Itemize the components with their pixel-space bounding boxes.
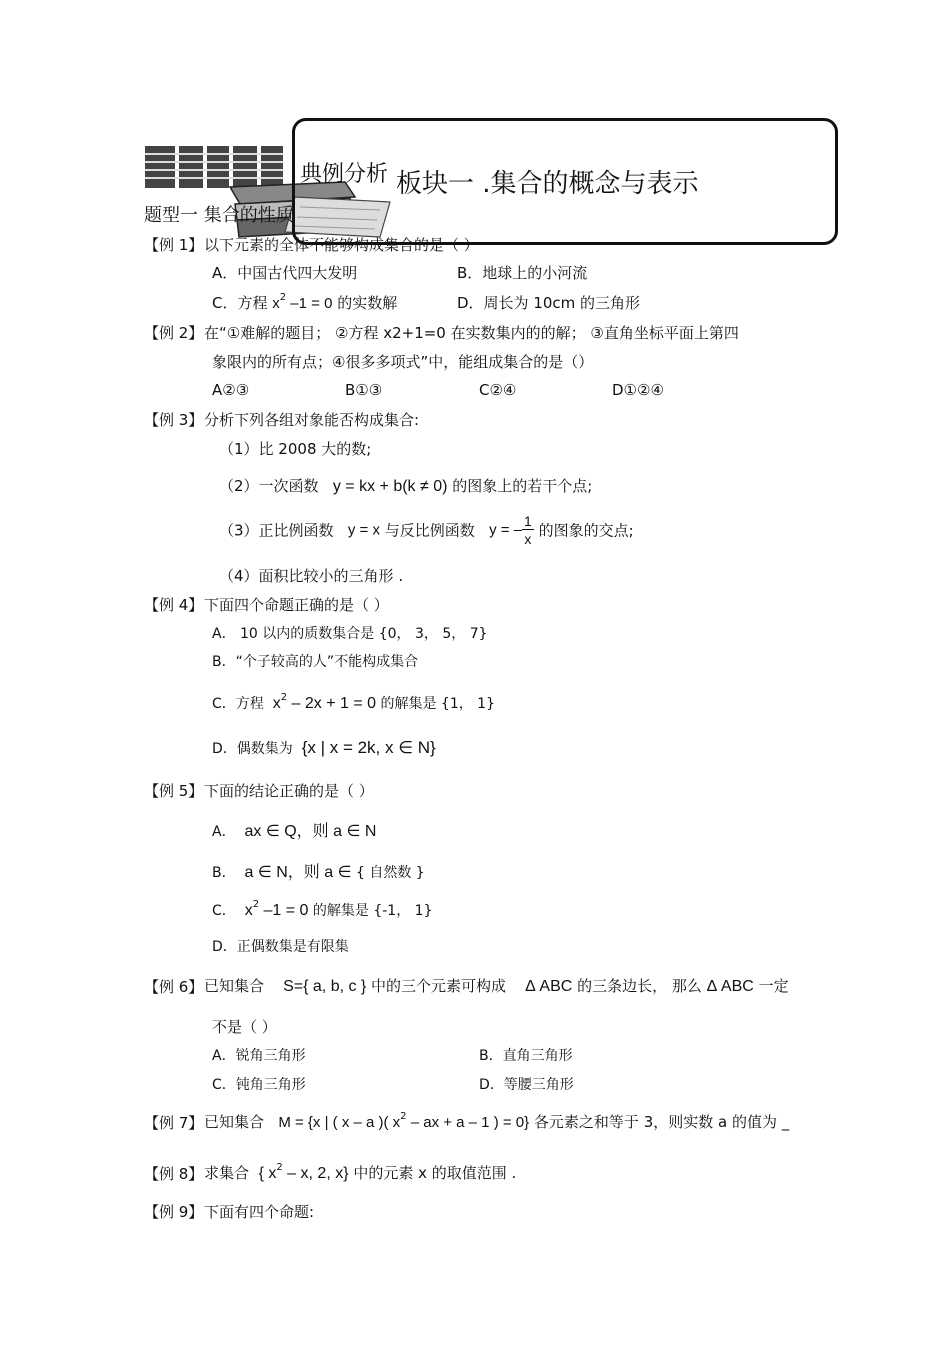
example-3-question: 分析下列各组对象能否构成集合: (204, 411, 420, 429)
example-6-option-a: A．锐角三角形 (212, 1048, 306, 1064)
example-5-question: 下面的结论正确的是（ ） (204, 782, 374, 800)
example-2-option-d: D①②④ (612, 381, 664, 399)
example-5-option-a: A． ax ∈ Q，则 a ∈ N (212, 823, 377, 840)
example-8-text: 求集合 { $x^2$ – x, 2, x} 中的元素 x 的取值范围 . (204, 1162, 517, 1182)
example-1-option-a: A．中国古代四大发明 (212, 264, 358, 282)
type-heading: 题型一 集合的性质 (144, 205, 294, 226)
example-9-tag: 【例 9】 (144, 1203, 204, 1221)
example-6-tag: 【例 6】 (144, 978, 204, 996)
example-9-text: 下面有四个命题: (204, 1203, 315, 1221)
example-2-option-b: B①③ (345, 381, 383, 399)
section-label: 典例分析 (300, 162, 389, 187)
example-3-tag: 【例 3】 (144, 411, 204, 429)
example-2-line-2: 象限内的所有点；④很多多项式”中，能组成集合的是（） (212, 353, 594, 371)
example-5-option-c: C． $x^2$ –1 = 0 的解集是 {-1， 1} (212, 899, 433, 919)
example-6-option-d: D．等腰三角形 (479, 1077, 574, 1093)
example-1-option-b: B．地球上的小河流 (457, 264, 588, 282)
example-4-tag: 【例 4】 (144, 596, 204, 614)
example-6-line-1: 已知集合 S={ a, b, c } 中的三个元素可构成 Δ ABC 的三条边长， 那么 Δ ABC 一定 (204, 977, 789, 995)
example-3-part-1: （1）比 2008 大的数; (219, 440, 372, 458)
example-4-question: 下面四个命题正确的是（ ） (204, 596, 389, 614)
example-2-tag: 【例 2】 (144, 324, 204, 342)
example-1-option-c: C．方程 $x^2$ –1 = 0 的实数解 (212, 292, 398, 312)
example-4-option-d: D．偶数集为 {x | x = 2k, x ∈ N} (212, 738, 436, 757)
example-5-tag: 【例 5】 (144, 782, 204, 800)
example-2-option-c: C②④ (479, 381, 517, 399)
example-3-part-4: （4）面积比较小的三角形 . (219, 567, 404, 585)
example-1-tag: 【例 1】 (144, 236, 204, 254)
example-3-part-2: （2）一次函数 y = kx + b(k ≠ 0) 的图象上的若干个点; (219, 477, 593, 495)
example-8-tag: 【例 8】 (144, 1165, 204, 1183)
example-3-part-3: （3）正比例函数 y = x 与反比例函数 y = – $\frac{1}{x}$ 的图象的交点; (219, 513, 634, 547)
example-5-option-d: D．正偶数集是有限集 (212, 939, 349, 955)
example-1-option-d: D．周长为 10cm 的三角形 (457, 294, 641, 312)
page-title: 板块一 .集合的概念与表示 (396, 169, 699, 199)
example-4-option-c: C．方程 $x^2 - 2x + 1 = 0$ 的解集是 {1， 1} (212, 692, 495, 712)
example-6-option-c: C．钝角三角形 (212, 1077, 306, 1093)
example-2-option-a: A②③ (212, 381, 250, 399)
example-1-question: 以下元素的全体不能够构成集合的是（ ） (204, 236, 479, 254)
example-5-option-b: B． a ∈ N，则 a ∈ { 自然数 } (212, 864, 425, 881)
example-7-text: 已知集合 M = {x | ( x – a )( $x^2$ – ax + a – 1 ) = 0} 各元素之和等于 3，则实数 a 的值为 _ (204, 1111, 790, 1131)
example-4-option-a: A． 10 以内的质数集合是 {0， 3， 5， 7} (212, 626, 488, 642)
example-7-tag: 【例 7】 (144, 1114, 204, 1132)
example-6-line-2: 不是（ ） (212, 1018, 277, 1036)
example-4-option-b: B．“个子较高的人”不能构成集合 (212, 654, 419, 670)
example-2-line-1: 在“①难解的题目； ②方程 x2+1=0 在实数集内的的解； ③直角坐标平面上第四 (204, 324, 739, 342)
example-6-option-b: B．直角三角形 (479, 1048, 573, 1064)
